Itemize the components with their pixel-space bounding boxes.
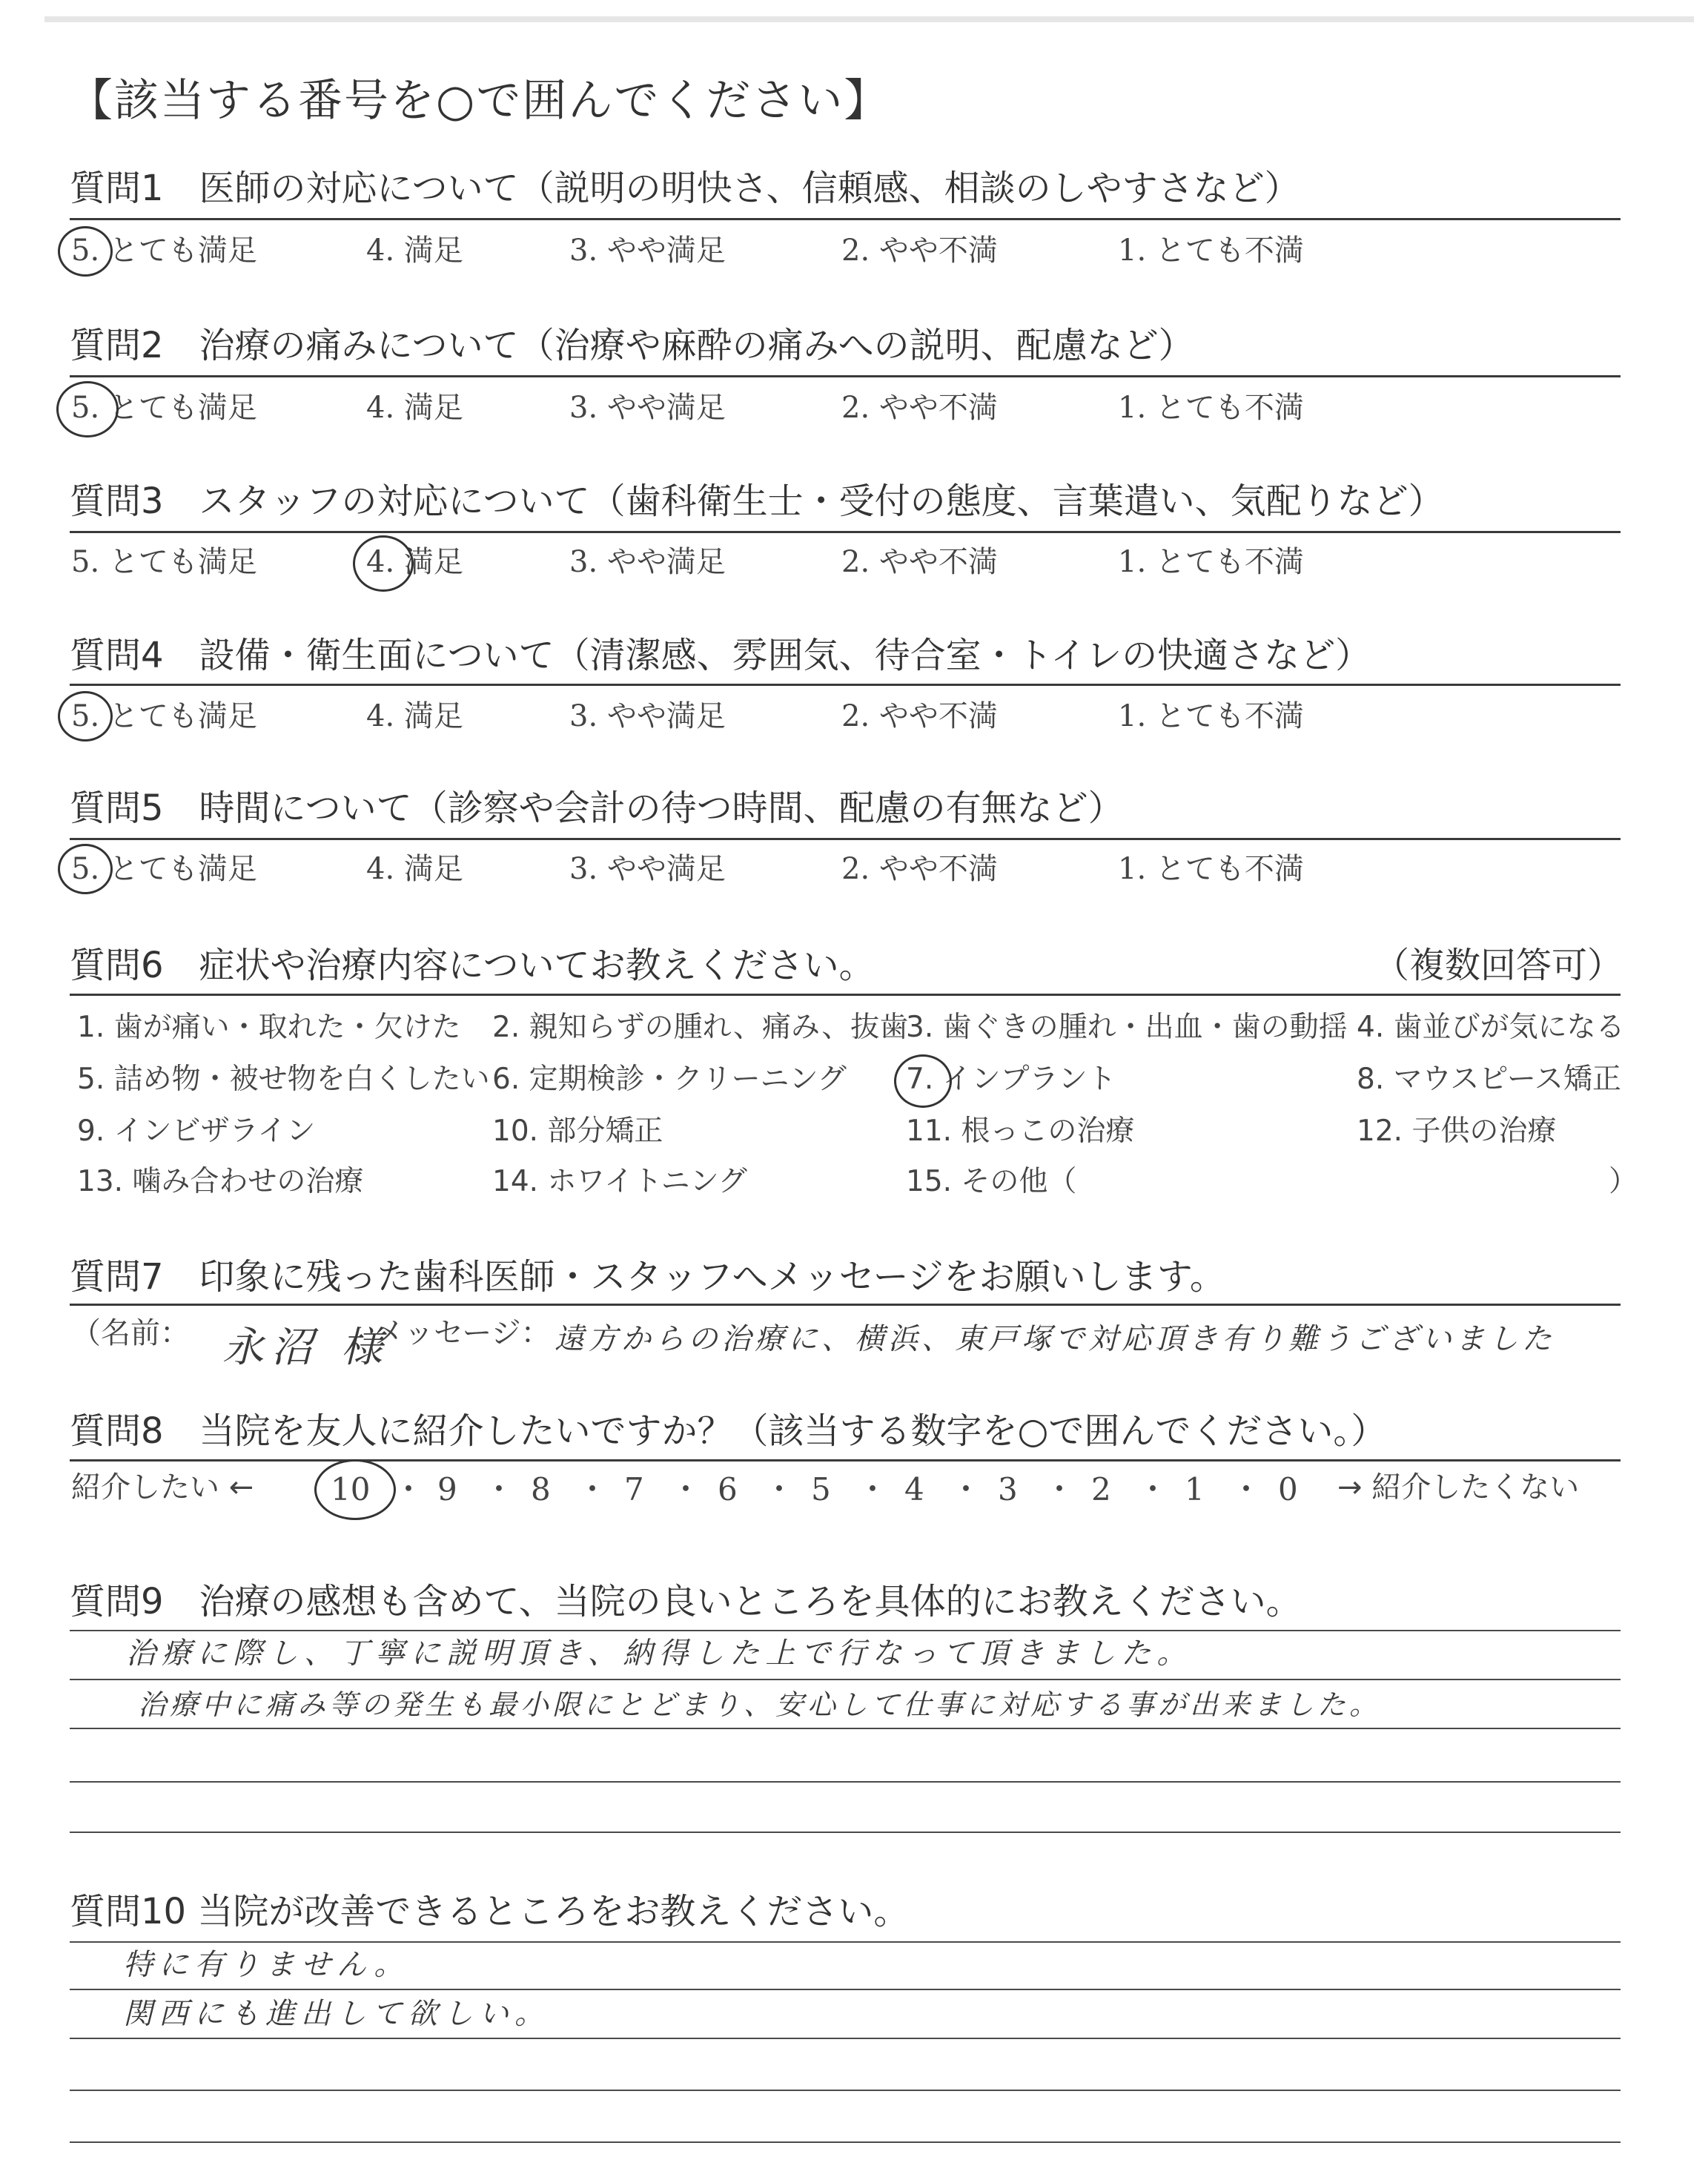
q6-item-15-close: ） [1609,1165,1638,1198]
q8-scale-1[interactable]: 1 [1185,1471,1205,1507]
q9-writing-line [70,1781,1621,1783]
q10-writing-line [70,1989,1621,1990]
q1-option-5[interactable]: 5. とても満足 [71,234,257,268]
q10-title: 質問10 当院が改善できるところをお教えください。 [70,1891,910,1932]
q3-option-1[interactable]: 1. とても不満 [1118,545,1304,579]
q3-title: 質問3 スタッフの対応について（歯科衛生士・受付の態度、言葉遣い、気配りなど） [70,480,1444,522]
q8-dot: ・ [764,1471,795,1507]
q6-item-7[interactable]: 7. インプラント [906,1063,1116,1096]
q7-message-value[interactable]: 遠方からの治療に、横浜、東戸塚で対応頂き有り難うございました [555,1322,1555,1356]
q3-option-5[interactable]: 5. とても満足 [71,545,257,579]
q7-name-value[interactable]: 永沼 様 [222,1324,390,1372]
q8-rule [70,1459,1621,1462]
q8-dot: ・ [670,1471,702,1507]
q2-title: 質問2 治療の痛みについて（治療や麻酔の痛みへの説明、配慮など） [70,325,1194,366]
q10-answer-line-2[interactable]: 関西にも進出して欲しい。 [123,1997,550,2031]
q8-scale-6[interactable]: 6 [718,1471,738,1507]
q6-rule [70,994,1621,996]
q2-option-2[interactable]: 2. やや不満 [841,391,998,425]
q4-selection-circle [58,691,113,742]
q2-option-4[interactable]: 4. 満足 [366,391,463,425]
q9-writing-line [70,1728,1621,1729]
q5-rule [70,838,1621,840]
q8-dot: ・ [857,1471,889,1507]
q8-right-label: → 紹介したくない [1337,1470,1580,1505]
q4-rule [70,684,1621,686]
q6-item-9[interactable]: 9. インビザライン [77,1114,316,1148]
q10-writing-line [70,2038,1621,2039]
q2-rule [70,375,1621,377]
q8-scale-3[interactable]: 3 [998,1471,1018,1507]
q6-title: 質問6 症状や治療内容についてお教えください。 [70,945,875,986]
q8-scale-8[interactable]: 8 [531,1471,551,1507]
q6-item-6[interactable]: 6. 定期検診・クリーニング [492,1063,847,1096]
q6-item-1[interactable]: 1. 歯が痛い・取れた・欠けた [77,1011,461,1044]
q8-dot: ・ [1044,1471,1076,1507]
q5-option-3[interactable]: 3. やや満足 [569,852,726,886]
q4-option-5[interactable]: 5. とても満足 [71,699,257,733]
q7-title: 質問7 印象に残った歯科医師・スタッフへメッセージをお願いします。 [70,1256,1225,1298]
q5-selection-circle [58,844,113,894]
q6-item-2[interactable]: 2. 親知らずの腫れ、痛み、抜歯 [492,1011,909,1044]
q6-item-8[interactable]: 8. マウスピース矯正 [1357,1063,1621,1096]
q8-scale-2[interactable]: 2 [1091,1471,1111,1507]
q8-scale-5[interactable]: 5 [811,1471,831,1507]
q10-writing-line [70,2141,1621,2143]
q1-option-3[interactable]: 3. やや満足 [569,234,726,268]
q6-item-5[interactable]: 5. 詰め物・被せ物を白くしたい [77,1063,490,1096]
q9-answer-line-2[interactable]: 治療中に痛み等の発生も最小限にとどまり、安心して仕事に対応する事が出来ました。 [138,1688,1382,1721]
q7-name-label: （名前： [71,1316,190,1350]
q6-item-12[interactable]: 12. 子供の治療 [1357,1114,1557,1148]
q5-option-4[interactable]: 4. 満足 [366,852,463,886]
q2-option-3[interactable]: 3. やや満足 [569,391,726,425]
q6-item-3[interactable]: 3. 歯ぐきの腫れ・出血・歯の動揺 [906,1011,1348,1044]
q2-option-5[interactable]: 5. とても満足 [71,391,257,425]
q1-title: 質問1 医師の対応について（説明の明快さ、信頼感、相談のしやすさなど） [70,168,1300,209]
q3-option-2[interactable]: 2. やや不満 [841,545,998,579]
q6-item-13[interactable]: 13. 噛み合わせの治療 [77,1165,364,1198]
q4-title: 質問4 設備・衛生面について（清潔感、雰囲気、待合室・トイレの快適さなど） [70,635,1371,676]
q10-answer-line-1[interactable]: 特に有りません。 [123,1948,410,1982]
q9-writing-line [70,1679,1621,1680]
q8-scale-7[interactable]: 7 [624,1471,644,1507]
q6-item-14[interactable]: 14. ホワイトニング [492,1165,747,1198]
q4-option-1[interactable]: 1. とても不満 [1118,699,1304,733]
scan-top-edge [44,16,1694,22]
q4-option-4[interactable]: 4. 満足 [366,699,463,733]
q9-writing-line [70,1832,1621,1833]
q8-dot: ・ [1231,1471,1262,1507]
q4-option-3[interactable]: 3. やや満足 [569,699,726,733]
q10-writing-line [70,1941,1621,1943]
q9-writing-line [70,1630,1621,1631]
q6-item-15[interactable]: 15. その他（ [906,1165,1077,1198]
q3-option-3[interactable]: 3. やや満足 [569,545,726,579]
q8-dot: ・ [483,1471,515,1507]
q8-title: 質問8 当院を友人に紹介したいですか？（該当する数字を○で囲んでください。） [70,1410,1387,1452]
q1-option-2[interactable]: 2. やや不満 [841,234,998,268]
q9-answer-line-1[interactable]: 治療に際し、丁寧に説明頂き、納得した上で行なって頂きました。 [126,1636,1193,1671]
q7-message-label: メッセージ： [374,1316,551,1350]
q8-selection-circle [314,1459,396,1520]
q6-multiple-note: （複数回答可） [1373,945,1623,986]
q4-option-2[interactable]: 2. やや不満 [841,699,998,733]
q2-option-1[interactable]: 1. とても不満 [1118,391,1304,425]
q6-item-10[interactable]: 10. 部分矯正 [492,1114,663,1148]
q8-scale-10[interactable]: 10 [331,1471,371,1507]
q1-rule [70,218,1621,220]
page-header: 【該当する番号を○で囲んでください】 [68,75,890,127]
q5-option-1[interactable]: 1. とても不満 [1118,852,1304,886]
q5-title: 質問5 時間について（診察や会計の待つ時間、配慮の有無など） [70,787,1124,829]
q8-dot: ・ [1137,1471,1169,1507]
q8-scale-4[interactable]: 4 [904,1471,924,1507]
q3-option-4[interactable]: 4. 満足 [366,545,463,579]
q1-option-4[interactable]: 4. 満足 [366,234,463,268]
q8-scale-9[interactable]: 9 [437,1471,457,1507]
q5-option-5[interactable]: 5. とても満足 [71,852,257,886]
q8-dot: ・ [950,1471,982,1507]
q3-rule [70,531,1621,533]
q9-title: 質問9 治療の感想も含めて、当院の良いところを具体的にお教えください。 [70,1581,1302,1622]
q3-selection-circle [353,535,414,592]
q1-option-1[interactable]: 1. とても不満 [1118,234,1304,268]
q8-left-label: 紹介したい ← [71,1470,254,1505]
q5-option-2[interactable]: 2. やや不満 [841,852,998,886]
q10-writing-line [70,2090,1621,2091]
q6-item-11[interactable]: 11. 根っこの治療 [906,1114,1135,1148]
q8-dot: ・ [393,1471,425,1507]
q6-selection-circle [894,1054,952,1108]
q8-dot: ・ [577,1471,609,1507]
q1-selection-circle [58,226,113,277]
q6-item-4[interactable]: 4. 歯並びが気になる [1357,1011,1625,1044]
q2-selection-circle [56,381,119,437]
q7-rule [70,1304,1621,1306]
q8-scale-0[interactable]: 0 [1278,1471,1298,1507]
